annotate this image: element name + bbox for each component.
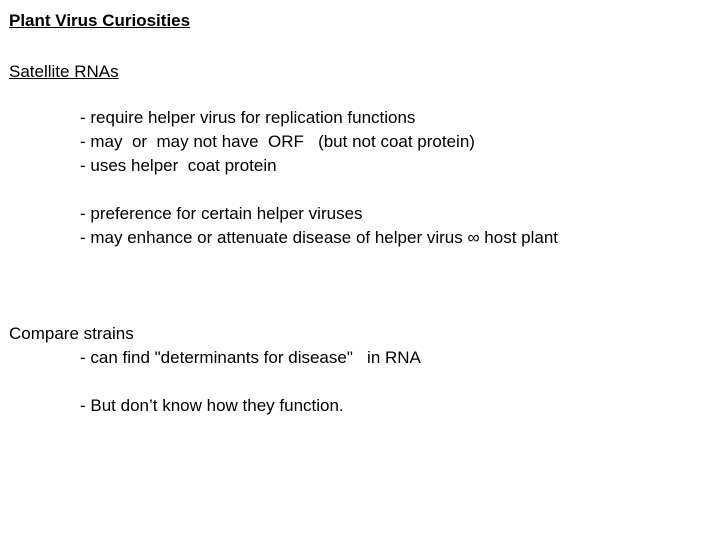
bullet-item: - uses helper coat protein	[80, 156, 277, 175]
page-title: Plant Virus Curiosities	[9, 11, 191, 30]
bullet-item: - may or may not have ORF (but not coat protein)	[80, 132, 475, 151]
bullet-item: - may enhance or attenuate disease of helper virus ∞ host plant	[80, 228, 559, 247]
bullet-item: - require helper virus for replication functions	[80, 108, 416, 127]
bullet-item: - But don’t know how they function.	[80, 396, 344, 415]
section-heading-satellite-rnas: Satellite RNAs	[9, 62, 119, 81]
section-heading-compare-strains: Compare strains	[9, 324, 134, 343]
bullet-item: - can find "determinants for disease" in RNA	[80, 348, 421, 367]
bullet-item: - preference for certain helper viruses	[80, 204, 363, 223]
